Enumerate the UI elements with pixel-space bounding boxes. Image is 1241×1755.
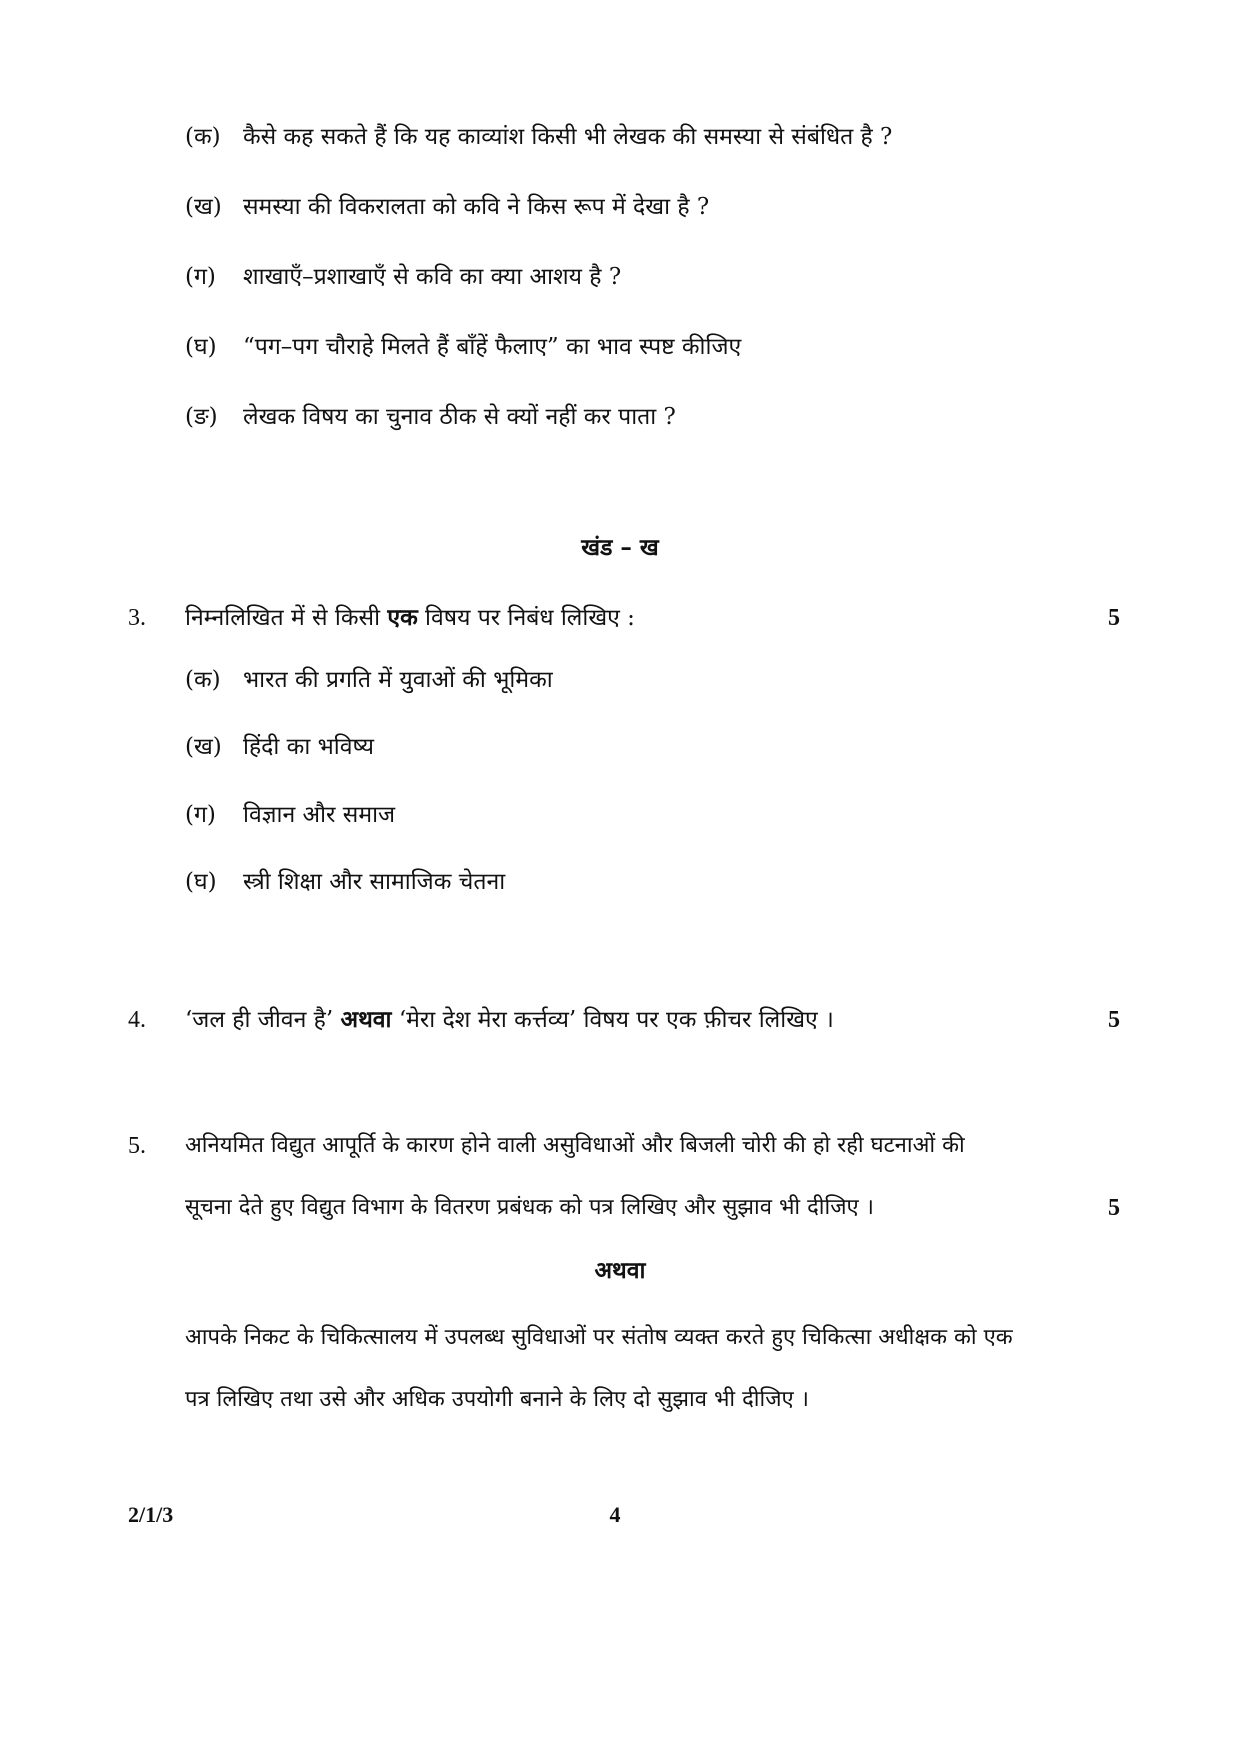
question-text-part: विषय पर निबंध लिखिए : [417, 605, 635, 631]
question-text-line: सूचना देते हुए विद्युत विभाग के वितरण प्रबंधक को पत्र लिखिए और सुझाव भी दीजिए । [185, 1195, 875, 1220]
subpart-label: (ग) [185, 264, 216, 290]
subpart-text: “पग–पग चौराहे मिलते हैं बाँहें फैलाए” का भाव स्पष्ट कीजिए [243, 334, 742, 360]
subpart-label: (ख) [185, 194, 222, 220]
question-text-part: ‘जल ही जीवन है’ [185, 1007, 341, 1033]
question-number: 5. [128, 1133, 146, 1159]
option-text: विज्ञान और समाज [243, 802, 396, 828]
question-text-emphasis: अथवा [340, 1006, 392, 1033]
option-text: स्त्री शिक्षा और सामाजिक चेतना [243, 869, 506, 895]
option-label: (ग) [185, 802, 216, 828]
subpart-label: (क) [185, 124, 221, 150]
section-heading: खंड – ख [581, 534, 659, 561]
option-label: (क) [185, 667, 221, 693]
subpart-text: लेखक विषय का चुनाव ठीक से क्यों नहीं कर पाता ? [243, 404, 676, 430]
question-text-emphasis: एक [387, 604, 418, 631]
marks: 5 [1108, 1195, 1120, 1221]
question-text [185, 603, 635, 633]
option-text: भारत की प्रगति में युवाओं की भूमिका [243, 667, 553, 693]
question-text-part: निम्नलिखित में से किसी [185, 605, 388, 631]
subpart-label: (घ) [185, 334, 217, 360]
option-text: हिंदी का भविष्य [243, 734, 375, 760]
subpart-label: (ङ) [185, 404, 218, 430]
page-number: 4 [609, 1502, 621, 1527]
question-text-line: अनियमित विद्युत आपूर्ति के कारण होने वाली असुविधाओं और बिजली चोरी की हो रही घटनाओं की [185, 1133, 965, 1158]
question-number: 4. [128, 1007, 146, 1033]
subpart-text: समस्या की विकरालता को कवि ने किस रूप में देखा है ? [243, 194, 710, 220]
question-number: 3. [128, 605, 146, 631]
subpart-text: शाखाएँ–प्रशाखाएँ से कवि का क्या आशय है ? [243, 264, 622, 290]
marks: 5 [1108, 1007, 1120, 1033]
option-label: (घ) [185, 869, 217, 895]
question-text [185, 1005, 834, 1035]
marks: 5 [1108, 605, 1120, 631]
question-text-part: ‘मेरा देश मेरा कर्त्तव्य’ विषय पर एक फ़ीचर लिखिए । [391, 1007, 834, 1033]
or-heading: अथवा [594, 1257, 646, 1284]
alternative-text-line: आपके निकट के चिकित्सालय में उपलब्ध सुविधाओं पर संतोष व्यक्त करते हुए चिकित्सा अधीक्षक को एक [185, 1325, 1013, 1350]
paper-code: 2/1/3 [128, 1502, 174, 1527]
subpart-text: कैसे कह सकते हैं कि यह काव्यांश किसी भी लेखक की समस्या से संबंधित है ? [243, 124, 893, 150]
alternative-text-line: पत्र लिखिए तथा उसे और अधिक उपयोगी बनाने के लिए दो सुझाव भी दीजिए । [185, 1387, 810, 1412]
option-label: (ख) [185, 734, 222, 760]
